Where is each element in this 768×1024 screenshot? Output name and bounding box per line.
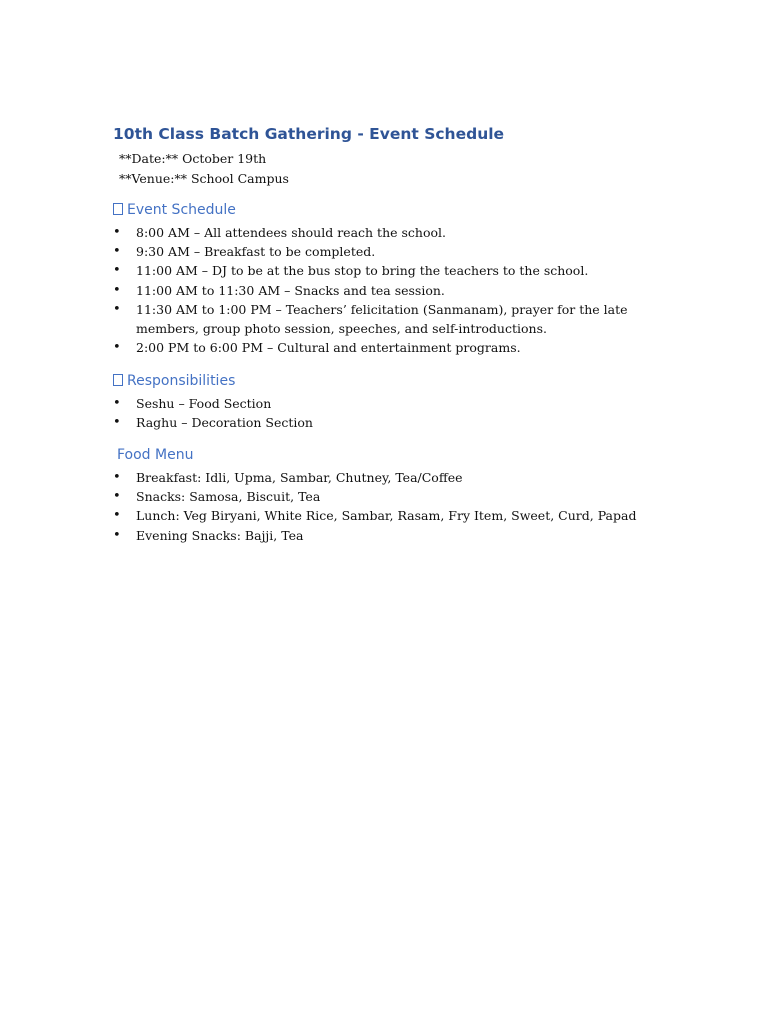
bullet: • xyxy=(113,263,121,279)
bullet: • xyxy=(113,470,121,485)
list-item-text: Seshu – Food Section xyxy=(136,396,272,411)
missing-glyph-icon xyxy=(113,203,123,215)
missing-glyph-icon xyxy=(113,374,123,386)
list-item-text: Raghu – Decoration Section xyxy=(136,415,313,431)
list-item-text: Evening Snacks: Bajji, Tea xyxy=(136,527,304,543)
list-item-text: 8:00 AM – All attendees should reach the school. xyxy=(136,225,446,240)
bullet: • xyxy=(113,244,121,260)
list-item xyxy=(113,223,673,242)
list-item-text: Breakfast: Idli, Upma, Sambar, Chutney, Tea/Coffee xyxy=(136,470,463,485)
list-item-text: Snacks: Samosa, Biscuit, Tea xyxy=(136,489,321,505)
list-item xyxy=(113,506,673,525)
food-menu-heading: Food Menu xyxy=(117,447,194,463)
bullet: • xyxy=(113,340,121,356)
bullet: • xyxy=(113,415,121,431)
event-schedule-list xyxy=(113,223,673,357)
list-item-text: 9:30 AM – Breakfast to be completed. xyxy=(136,244,376,260)
event-schedule-heading-text: Event Schedule xyxy=(127,202,236,218)
bullet: • xyxy=(113,489,121,505)
food-menu-list xyxy=(113,468,673,545)
list-item xyxy=(113,242,673,261)
list-item xyxy=(113,413,673,432)
list-item xyxy=(113,300,673,338)
list-item xyxy=(113,261,673,280)
date-line: **Date:** October 19th xyxy=(119,151,267,166)
list-item xyxy=(113,394,673,413)
list-item xyxy=(113,468,673,487)
bullet: • xyxy=(113,396,121,411)
event-schedule-heading xyxy=(113,202,236,218)
list-item-text: Lunch: Veg Biryani, White Rice, Sambar, Rasam, Fry Item, Sweet, Curd, Papad xyxy=(136,508,637,524)
venue-line: **Venue:** School Campus xyxy=(119,171,289,186)
list-item xyxy=(113,526,673,545)
list-item xyxy=(113,487,673,506)
responsibilities-heading-text: Responsibilities xyxy=(127,373,236,389)
list-item xyxy=(113,281,673,300)
list-item-text: 11:30 AM to 1:00 PM – Teachers’ felicitation (Sanmanam), prayer for the late members, group photo session, speeches, and self-introductions. xyxy=(136,301,628,337)
responsibilities-list xyxy=(113,394,673,432)
bullet: • xyxy=(113,301,121,317)
bullet: • xyxy=(113,527,121,543)
bullet: • xyxy=(113,508,121,524)
list-item-text: 2:00 PM to 6:00 PM – Cultural and entertainment programs. xyxy=(136,340,521,356)
list-item-text: 11:00 AM to 11:30 AM – Snacks and tea session. xyxy=(136,282,445,298)
bullet: • xyxy=(113,225,121,240)
bullet: • xyxy=(113,282,121,298)
list-item-text: 11:00 AM – DJ to be at the bus stop to bring the teachers to the school. xyxy=(136,263,589,279)
document-title: 10th Class Batch Gathering - Event Schedule xyxy=(113,125,505,143)
responsibilities-heading xyxy=(113,373,235,389)
list-item xyxy=(113,338,673,357)
